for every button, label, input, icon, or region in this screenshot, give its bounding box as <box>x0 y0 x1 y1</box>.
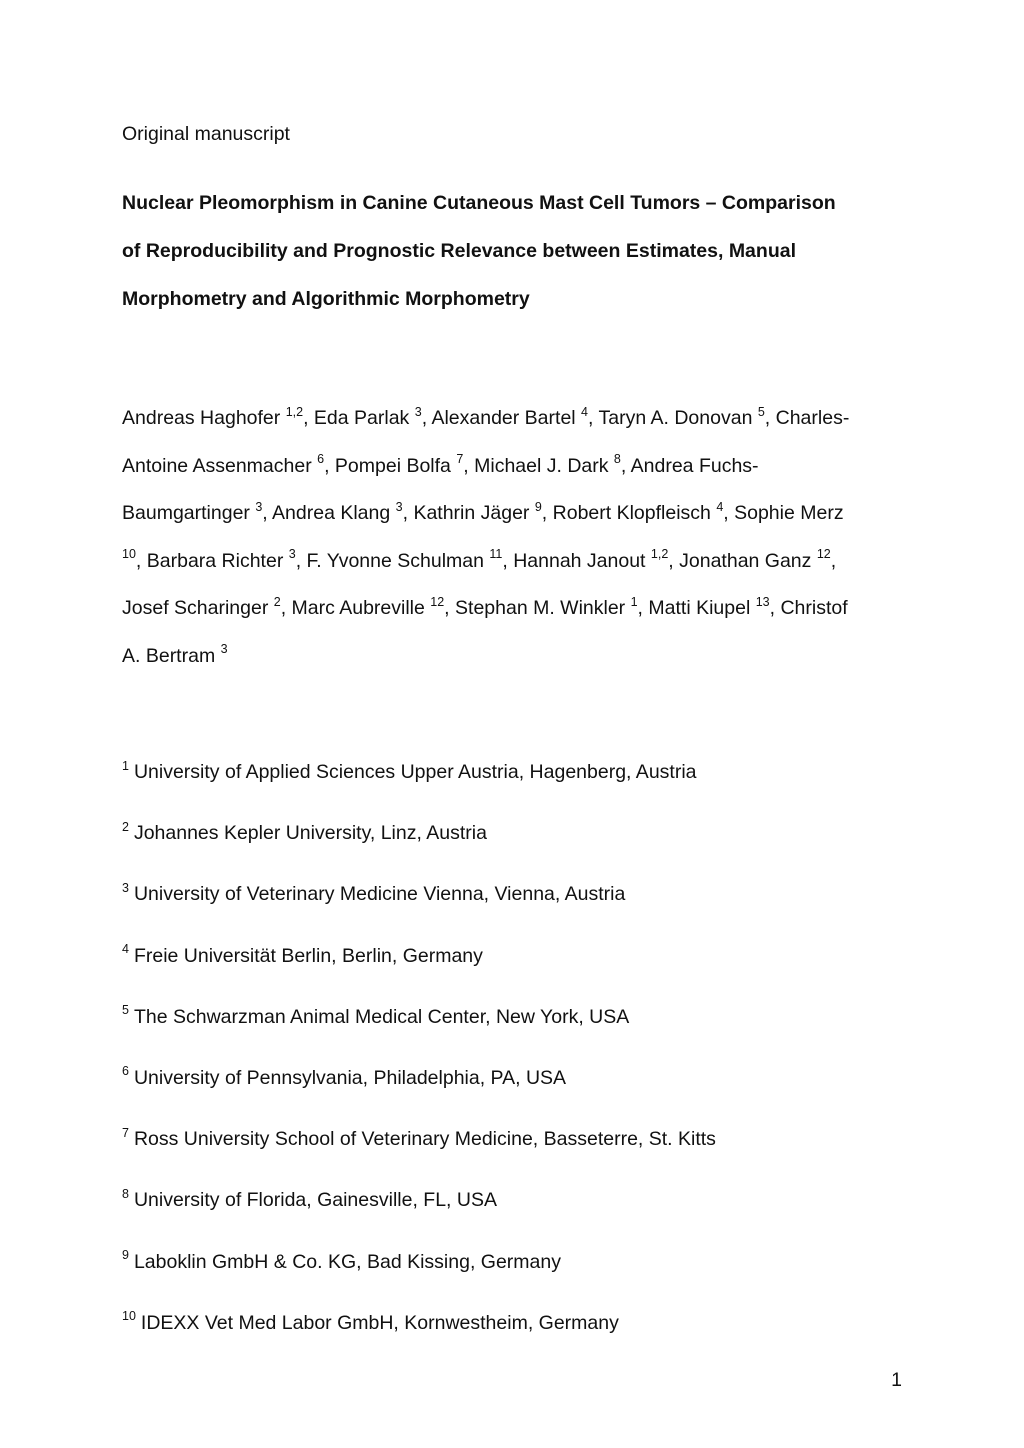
title-line: of Reproducibility and Prognostic Relevance between Estimates, Manual <box>122 240 796 262</box>
author-separator: , <box>764 407 776 429</box>
affiliation-text: University of Florida, Gainesville, FL, USA <box>133 1189 497 1212</box>
page-number: 1 <box>891 1369 902 1391</box>
author-name: Alexander Bartel <box>431 407 582 429</box>
author-name: Andreas Haghofer <box>122 407 286 429</box>
author-name-part: Antoine Assenmacher <box>122 454 318 477</box>
affiliation-number: 10 <box>122 1309 136 1324</box>
author-affiliation-ref: 3 <box>395 499 403 514</box>
affiliation-text: Johannes Kepler University, Linz, Austria <box>133 822 487 845</box>
author-line <box>122 538 922 586</box>
author-name: Eda Parlak <box>313 407 415 429</box>
affiliation-item <box>122 1063 922 1124</box>
author-affiliation-ref: 10 <box>122 547 136 561</box>
author-separator: , <box>280 597 292 619</box>
author-separator: , <box>135 549 147 572</box>
author-name-part: Christof <box>780 597 848 619</box>
author-affiliation-ref: 3 <box>220 642 228 656</box>
affiliation-item <box>122 1124 922 1185</box>
affiliation-text: University of Pennsylvania, Philadelphia, PA, USA <box>133 1066 567 1089</box>
author-affiliation-ref: 4 <box>581 404 588 419</box>
author-name-part: Baumgartinger <box>122 502 256 524</box>
affiliation-text: Freie Universität Berlin, Berlin, Germany <box>133 944 483 967</box>
author-affiliation-ref: 7 <box>456 452 464 466</box>
author-name: Hannah Janout <box>513 549 651 572</box>
author-name: Taryn A. Donovan <box>598 407 758 429</box>
affiliation-item <box>122 941 922 1002</box>
affiliation-text: The Schwarzman Animal Medical Center, New York, USA <box>133 1005 630 1028</box>
author-affiliation-ref: 1,2 <box>650 547 669 561</box>
author-name: Sophie Merz <box>734 502 844 524</box>
author-affiliation-ref: 11 <box>489 547 503 561</box>
affiliation-number: 4 <box>122 942 129 957</box>
title-line: Morphometry and Algorithmic Morphometry <box>122 288 530 310</box>
affiliation-number: 6 <box>122 1064 129 1079</box>
author-name: Marc Aubreville <box>291 597 431 619</box>
author-name: Michael J. Dark <box>474 454 614 477</box>
author-separator: , <box>668 549 680 572</box>
author-separator: , <box>637 597 649 619</box>
author-separator: , <box>303 407 314 429</box>
author-separator: , <box>723 502 735 524</box>
author-affiliation-ref: 9 <box>534 499 542 514</box>
author-affiliation-ref: 12 <box>816 547 831 561</box>
author-name: Kathrin Jäger <box>413 502 535 524</box>
affiliation-text: University of Veterinary Medicine Vienna, Vienna, Austria <box>133 883 626 906</box>
affiliation-number: 9 <box>122 1248 129 1262</box>
author-name: Matti Kiupel <box>648 597 756 619</box>
affiliation-number: 2 <box>122 819 129 834</box>
author-affiliation-ref: 1,2 <box>285 404 304 419</box>
affiliation-item <box>122 1002 922 1063</box>
author-affiliation-ref: 12 <box>430 594 445 609</box>
author-name-part: A. Bertram <box>122 644 221 667</box>
author-name: Pompei Bolfa <box>334 454 457 477</box>
affiliation-item <box>122 818 922 879</box>
affiliation-number: 7 <box>122 1125 129 1140</box>
paper-title <box>122 179 912 323</box>
title-line: Nuclear Pleomorphism in Canine Cutaneous Mast Cell Tumors – Comparison <box>122 192 836 214</box>
author-line <box>122 443 922 491</box>
affiliation-list <box>122 757 922 1369</box>
author-affiliation-ref: 3 <box>288 547 296 561</box>
author-separator: , <box>262 502 273 524</box>
affiliation-item <box>122 1185 922 1246</box>
author-line <box>122 490 922 538</box>
affiliation-item <box>122 1247 922 1308</box>
affiliation-number: 8 <box>122 1186 129 1201</box>
author-separator: , <box>402 502 414 524</box>
author-affiliation-ref: 3 <box>414 404 422 419</box>
affiliation-item <box>122 1308 922 1369</box>
author-name: Barbara Richter <box>146 549 289 572</box>
author-line <box>122 395 922 443</box>
affiliation-item <box>122 757 922 818</box>
affiliation-text: IDEXX Vet Med Labor GmbH, Kornwestheim, Germany <box>140 1311 619 1334</box>
author-separator: , <box>502 549 514 572</box>
author-name: Stephan M. Winkler <box>455 597 631 619</box>
author-line <box>122 633 922 681</box>
affiliation-text: University of Applied Sciences Upper Austria, Hagenberg, Austria <box>133 761 697 783</box>
author-name: Robert Klopfleisch <box>552 502 717 524</box>
author-name: Jonathan Ganz <box>679 549 817 572</box>
affiliation-item <box>122 879 922 940</box>
author-name: Andrea Klang <box>272 502 396 524</box>
author-affiliation-ref: 3 <box>255 499 263 514</box>
author-separator: , <box>620 454 631 477</box>
author-separator: , <box>463 454 475 477</box>
author-affiliation-ref: 8 <box>613 452 621 466</box>
author-line <box>122 585 922 633</box>
affiliation-text: Ross University School of Veterinary Medicine, Basseterre, St. Kitts <box>133 1128 716 1151</box>
manuscript-label: Original manuscript <box>122 123 290 145</box>
author-affiliation-ref: 13 <box>755 594 770 609</box>
author-name: Josef Scharinger <box>122 597 274 619</box>
affiliation-number: 1 <box>122 758 129 773</box>
affiliation-number: 5 <box>122 1003 129 1018</box>
author-separator: , <box>324 454 335 477</box>
author-list <box>122 395 922 680</box>
author-affiliation-ref: 4 <box>716 499 724 514</box>
author-separator: , <box>444 597 456 619</box>
author-name-part: Charles- <box>775 407 850 429</box>
author-separator: , <box>421 407 432 429</box>
author-separator: , <box>295 549 307 572</box>
author-separator: , <box>541 502 553 524</box>
affiliation-text: Laboklin GmbH & Co. KG, Bad Kissing, Germany <box>133 1250 561 1273</box>
author-separator: , <box>588 407 599 429</box>
author-name: F. Yvonne Schulman <box>306 549 490 572</box>
author-name-part: Andrea Fuchs- <box>630 454 759 477</box>
author-affiliation-ref: 5 <box>757 404 765 419</box>
author-affiliation-ref: 2 <box>273 594 281 609</box>
author-affiliation-ref: 6 <box>317 452 325 466</box>
author-separator: , <box>769 597 781 619</box>
author-separator: , <box>830 549 837 572</box>
author-affiliation-ref: 1 <box>630 594 638 609</box>
affiliation-number: 3 <box>122 880 129 895</box>
